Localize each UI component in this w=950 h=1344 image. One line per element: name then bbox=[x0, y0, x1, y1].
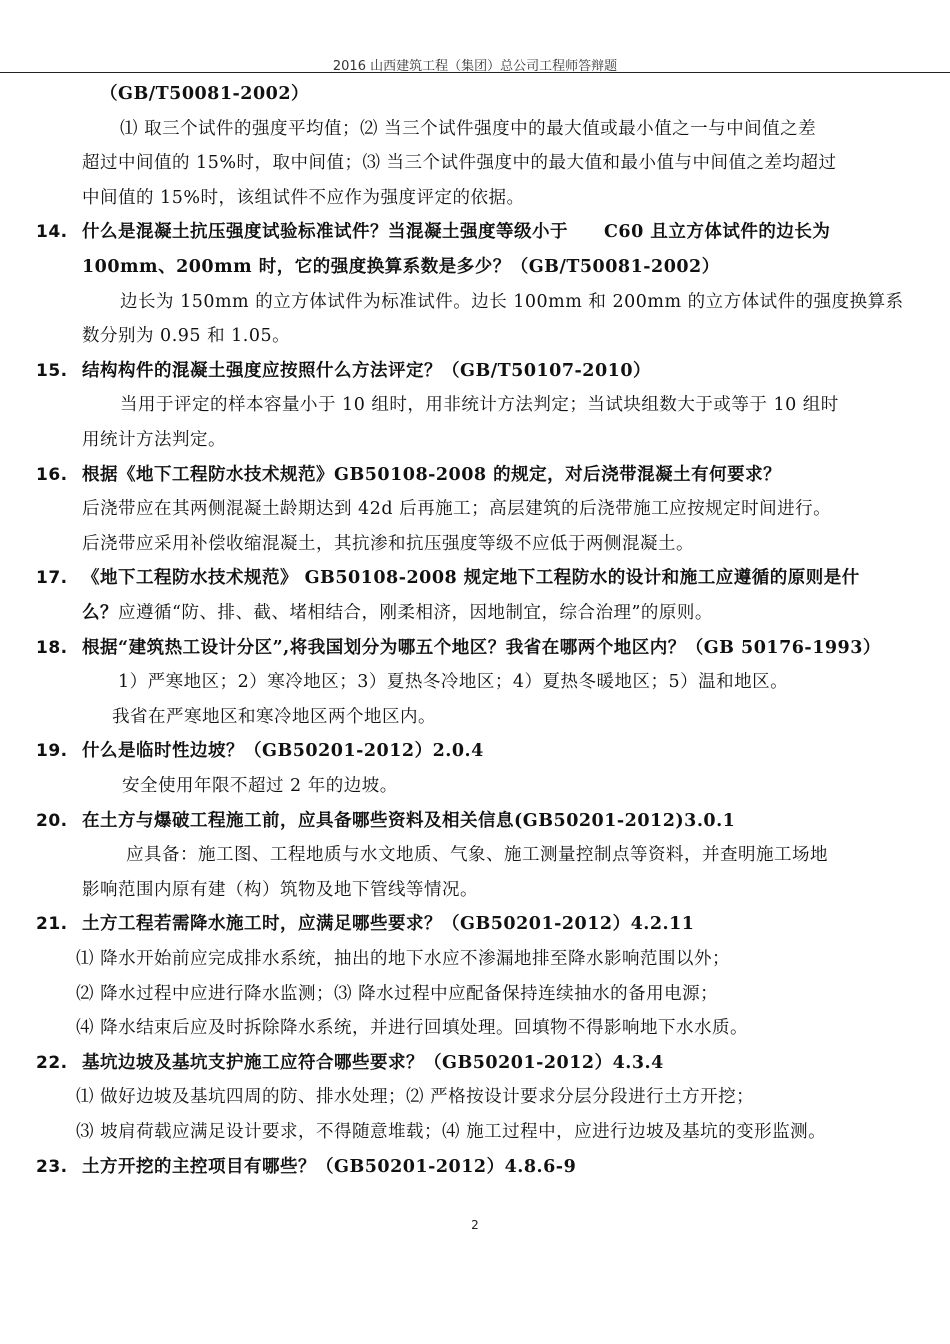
answer-text: 后浇带应在其两侧混凝土龄期达到 42d 后再施工；高层建筑的后浇带施工应按规定时间进行。 bbox=[82, 499, 832, 519]
answer-text: 超过中间值的 15%时，取中间值；⑶ 当三个试件强度中的最大值和最小值与中间值之差均超过 bbox=[82, 153, 837, 173]
question-number: 19. bbox=[36, 741, 68, 761]
question-line bbox=[0, 356, 950, 386]
question-text: 什么是临时性边坡？（GB50201-2012）2.0.4 bbox=[82, 741, 484, 761]
question-number: 18. bbox=[36, 638, 68, 658]
question-line bbox=[0, 79, 950, 109]
question-line bbox=[0, 806, 950, 836]
answer-line bbox=[0, 390, 950, 420]
answer-text: 当用于评定的样本容量小于 10 组时，用非统计方法判定；当试块组数大于或等于 10 组时 bbox=[120, 395, 839, 415]
question-text: （GB/T50081-2002） bbox=[100, 84, 310, 104]
answer-text: 数分别为 0.95 和 1.05。 bbox=[82, 326, 291, 346]
question-number: 16. bbox=[36, 465, 68, 485]
question-line bbox=[0, 736, 950, 766]
question-line bbox=[0, 217, 950, 247]
answer-line bbox=[0, 321, 950, 351]
answer-line bbox=[0, 771, 950, 801]
answer-line bbox=[0, 1013, 950, 1043]
question-line bbox=[0, 598, 950, 628]
answer-line bbox=[0, 114, 950, 144]
question-text: 什么是混凝土抗压强度试验标准试件？当混凝土强度等级小于 C60 且立方体试件的边长为 bbox=[82, 222, 831, 242]
question-text: 100mm、200mm 时，它的强度换算系数是多少？（GB/T50081-2002） bbox=[82, 257, 720, 277]
question-number: 22. bbox=[36, 1053, 68, 1073]
question-text: 土方工程若需降水施工时，应满足哪些要求？（GB50201-2012）4.2.11 bbox=[82, 914, 695, 934]
answer-text: 中间值的 15%时，该组试件不应作为强度评定的依据。 bbox=[82, 188, 525, 208]
answer-line bbox=[0, 840, 950, 870]
question-line bbox=[0, 1048, 950, 1078]
answer-text: 应具备：施工图、工程地质与水文地质、气象、施工测量控制点等资料，并查明施工场地 bbox=[126, 845, 828, 865]
answer-line bbox=[0, 148, 950, 178]
answer-text: ⑴ 做好边坡及基坑四周的防、排水处理；⑵ 严格按设计要求分层分段进行土方开挖； bbox=[76, 1087, 755, 1107]
answer-text: 用统计方法判定。 bbox=[82, 430, 226, 450]
answer-line bbox=[0, 875, 950, 905]
question-line bbox=[0, 252, 950, 282]
answer-text: 安全使用年限不超过 2 年的边坡。 bbox=[122, 776, 398, 796]
question-text: 根据“建筑热工设计分区”,将我国划分为哪五个地区？我省在哪两个地区内？（GB 50176-1993） bbox=[82, 638, 881, 658]
answer-line bbox=[0, 667, 950, 697]
question-line bbox=[0, 460, 950, 490]
question-line bbox=[0, 563, 950, 593]
question-text: 结构构件的混凝土强度应按照什么方法评定？（GB/T50107-2010） bbox=[82, 361, 652, 381]
question-line bbox=[0, 1152, 950, 1182]
answer-line bbox=[0, 425, 950, 455]
answer-line bbox=[0, 1082, 950, 1112]
question-text: 么？ bbox=[82, 603, 118, 623]
question-text: 根据《地下工程防水技术规范》GB50108-2008 的规定，对后浇带混凝土有何要求？ bbox=[82, 465, 782, 485]
answer-text: 后浇带应采用补偿收缩混凝土，其抗渗和抗压强度等级不应低于两侧混凝土。 bbox=[82, 534, 694, 554]
answer-line bbox=[0, 287, 950, 317]
question-number: 15. bbox=[36, 361, 68, 381]
answer-text: 边长为 150mm 的立方体试件为标准试件。边长 100mm 和 200mm 的立方体试件的强度换算系 bbox=[120, 292, 904, 312]
question-number: 14. bbox=[36, 222, 68, 242]
answer-line bbox=[0, 183, 950, 213]
question-text: 基坑边坡及基坑支护施工应符合哪些要求？（GB50201-2012）4.3.4 bbox=[82, 1053, 664, 1073]
answer-text: ⑷ 降水结束后应及时拆除降水系统，并进行回填处理。回填物不得影响地下水水质。 bbox=[76, 1018, 749, 1038]
answer-text: ⑶ 坡肩荷载应满足设计要求，不得随意堆载；⑷ 施工过程中，应进行边坡及基坑的变形监测。 bbox=[76, 1122, 827, 1142]
answer-text: ⑵ 降水过程中应进行降水监测；⑶ 降水过程中应配备保持连续抽水的备用电源； bbox=[76, 984, 719, 1004]
answer-line bbox=[0, 944, 950, 974]
answer-line bbox=[0, 1117, 950, 1147]
answer-text: ⑴ 取三个试件的强度平均值；⑵ 当三个试件强度中的最大值或最小值之一与中间值之差 bbox=[120, 119, 817, 139]
header-divider bbox=[0, 72, 950, 73]
page-header: 2016 山西建筑工程（集团）总公司工程师答辩题 bbox=[332, 59, 618, 74]
question-line bbox=[0, 909, 950, 939]
question-text: 《地下工程防水技术规范》 GB50108-2008 规定地下工程防水的设计和施工应遵循的原则是什 bbox=[82, 568, 860, 588]
answer-line bbox=[0, 529, 950, 559]
answer-text: 1）严寒地区；2）寒冷地区；3）夏热冬冷地区；4）夏热冬暖地区；5）温和地区。 bbox=[118, 672, 789, 692]
question-number: 20. bbox=[36, 811, 68, 831]
answer-text: 应遵循“防、排、截、堵相结合，刚柔相济，因地制宜，综合治理”的原则。 bbox=[118, 603, 713, 623]
answer-line bbox=[0, 702, 950, 732]
answer-line bbox=[0, 494, 950, 524]
question-text: 土方开挖的主控项目有哪些？（GB50201-2012）4.8.6-9 bbox=[82, 1157, 577, 1177]
question-number: 21. bbox=[36, 914, 68, 934]
question-text: 在土方与爆破工程施工前，应具备哪些资料及相关信息(GB50201-2012)3.0.1 bbox=[82, 811, 736, 831]
answer-text: 我省在严寒地区和寒冷地区两个地区内。 bbox=[112, 707, 436, 727]
answer-text: 影响范围内原有建（构）筑物及地下管线等情况。 bbox=[82, 880, 478, 900]
answer-text: ⑴ 降水开始前应完成排水系统，抽出的地下水应不渗漏地排至降水影响范围以外； bbox=[76, 949, 731, 969]
page-number: 2 bbox=[471, 1218, 479, 1232]
question-number: 17. bbox=[36, 568, 68, 588]
answer-line bbox=[0, 979, 950, 1009]
question-number: 23. bbox=[36, 1157, 68, 1177]
question-line bbox=[0, 633, 950, 663]
